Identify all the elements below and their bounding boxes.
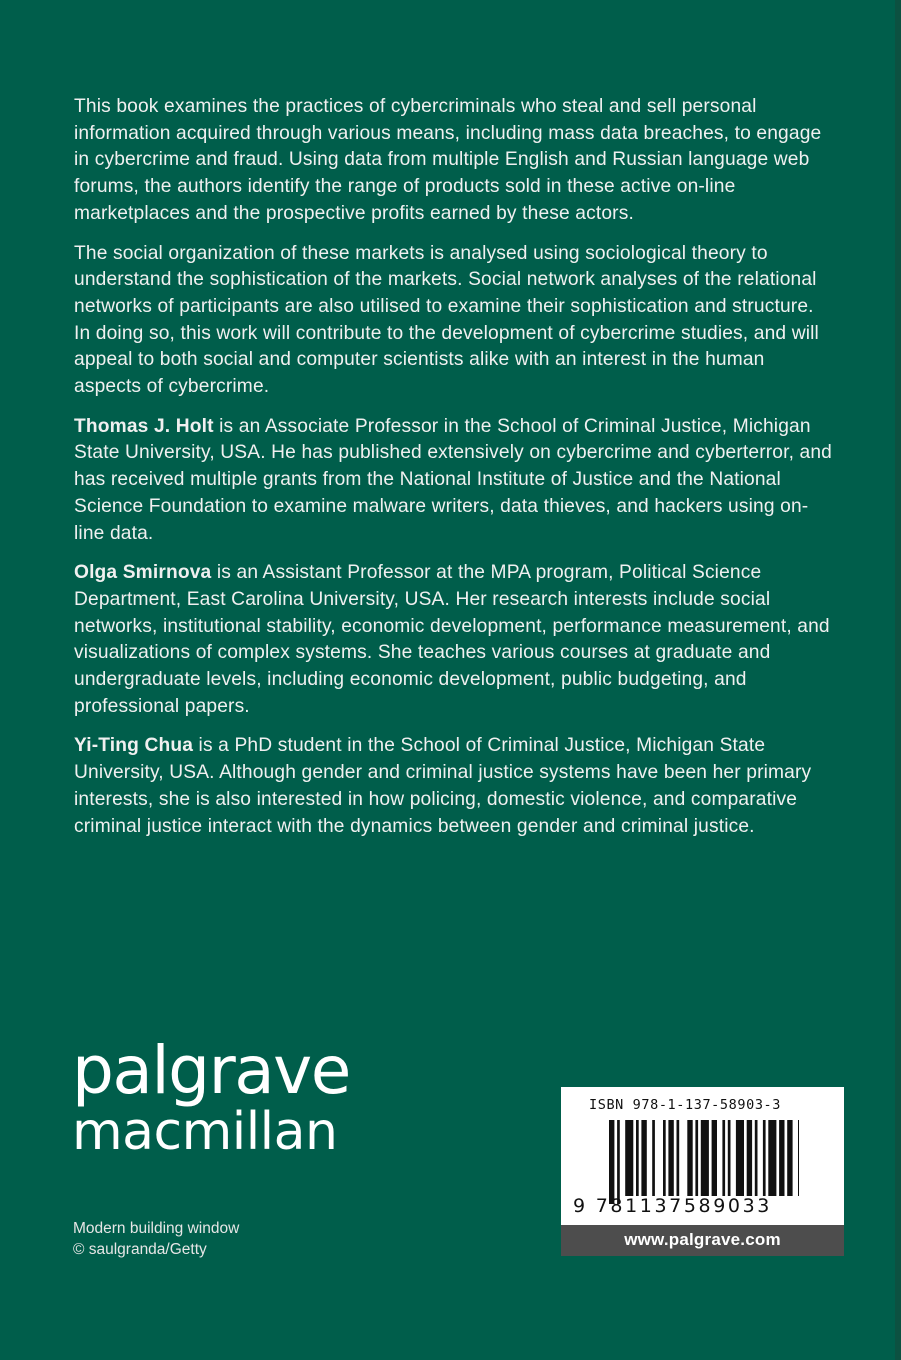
barcode-stripe — [701, 1120, 709, 1196]
barcode-stripe — [609, 1120, 614, 1204]
barcode-stripe — [747, 1120, 752, 1196]
barcode-digit-lead: 9 — [573, 1195, 588, 1217]
logo-palgrave: palgrave — [72, 1032, 350, 1109]
author-bio-holt — [74, 414, 834, 548]
barcode-bars — [609, 1120, 799, 1204]
barcode-stripe — [652, 1120, 655, 1196]
author-name: Olga Smirnova — [74, 562, 212, 584]
author-bio-chua — [74, 733, 834, 840]
barcode-stripe — [722, 1120, 725, 1196]
barcode-stripe — [798, 1120, 799, 1196]
barcode-stripe — [641, 1120, 646, 1196]
barcode-stripe — [728, 1120, 731, 1196]
barcode-panel — [561, 1087, 844, 1256]
url-strip — [561, 1225, 844, 1256]
blurb-paragraph-2: The social organization of these markets is analysed using sociological theory to understand the sophistication of the markets. Social network analyses of the relational networks of participants are also utilised to examine their sophistication and structure. In doing so, this work will contribute to the development of cybercrime studies, and will appeal to both social and computer scientists alike with an interest in the human aspects of cybercrime. — [74, 242, 819, 398]
isbn-label: ISBN 978-1-137-58903-3 — [589, 1097, 782, 1113]
cover-edge — [895, 0, 901, 1360]
barcode-stripe — [687, 1120, 692, 1196]
barcode-stripe — [763, 1120, 766, 1196]
barcode-stripe — [787, 1120, 792, 1196]
barcode-stripe — [695, 1120, 698, 1196]
image-credit-line-2: © saulgranda/Getty — [73, 1241, 207, 1258]
image-credit-line-1: Modern building window — [73, 1220, 240, 1237]
author-bio-text: is an Associate Professor in the School of Criminal Justice, Michigan State University, USA. He has published extensively on cybercrime and cyberterror, and has received multiple grants from the National Institute of Justice and the National Science Foundation to examine malware writers, data thieves, and hackers using on-line data. — [74, 415, 833, 544]
barcode-stripe — [712, 1120, 717, 1196]
author-name: Yi-Ting Chua — [74, 735, 194, 757]
barcode-stripe — [636, 1120, 639, 1196]
author-bio-text: is an Assistant Professor at the MPA program, Political Science Department, East Carolina University, USA. Her research interests include social networks, institutional stability, economic development, performance measurement, and visualizations of complex systems. She teaches various courses at graduate and undergraduate levels, including economic development, public budgeting, and professional papers. — [74, 562, 830, 717]
blurb-paragraph-1: This book examines the practices of cybercriminals who steal and sell personal information acquired through various means, including mass data breaches, to engage in cybercrime and fraud. Using data from multiple English and Russian language web forums, the authors identify the range of products sold in these active on-line marketplaces and the prospective profits earned by these actors. — [74, 96, 822, 224]
blurb-text — [74, 94, 834, 853]
author-bio-text: is a PhD student in the School of Criminal Justice, Michigan State University, USA. Although gender and criminal justice systems have been her primary interests, she is also interested in how policing, domestic violence, and comparative criminal justice interact with the dynamics between gender and criminal justice. — [74, 735, 812, 837]
barcode-stripe — [617, 1120, 620, 1204]
barcode-stripe — [663, 1120, 666, 1196]
image-credit — [73, 1218, 239, 1260]
barcode-digits — [573, 1195, 823, 1217]
barcode-stripe — [779, 1120, 784, 1196]
publisher-logo — [72, 1032, 350, 1162]
barcode-stripe — [736, 1120, 744, 1196]
logo-macmillan: macmillan — [72, 1102, 338, 1162]
barcode-stripe — [668, 1120, 673, 1196]
author-name: Thomas J. Holt — [74, 415, 214, 437]
author-bio-smirnova — [74, 560, 834, 720]
barcode-stripe — [768, 1120, 776, 1196]
barcode-digit-rest: 781137589033 — [595, 1195, 772, 1217]
barcode-stripe — [625, 1120, 633, 1196]
barcode-stripe — [755, 1120, 758, 1196]
publisher-url: www.palgrave.com — [624, 1230, 781, 1249]
barcode-stripe — [677, 1120, 680, 1196]
